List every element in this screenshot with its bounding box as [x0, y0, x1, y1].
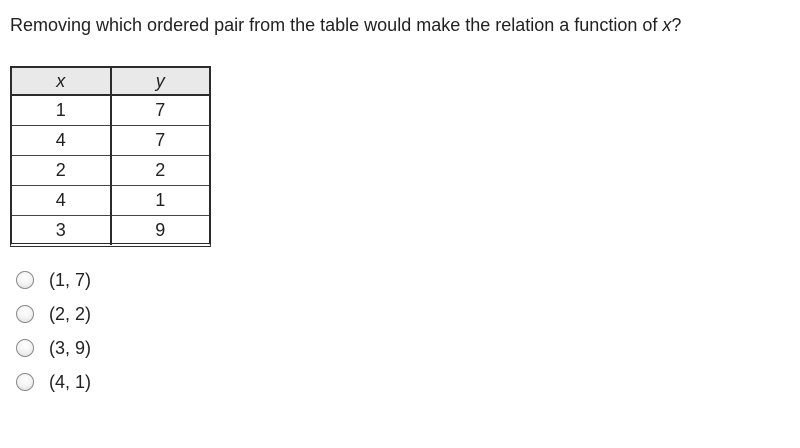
table-row: [12, 156, 209, 186]
column-header-y: y: [111, 68, 210, 95]
cell-y: 1: [111, 186, 210, 216]
question-text-main: Removing which ordered pair from the table would make the relation a function of: [10, 15, 663, 35]
radio-button[interactable]: [16, 271, 34, 289]
answer-choices: [16, 263, 91, 399]
cell-x: 3: [12, 216, 111, 246]
cell-y: 2: [111, 156, 210, 186]
answer-choice-1[interactable]: [16, 263, 91, 297]
cell-x: 4: [12, 126, 111, 156]
answer-choice-label[interactable]: (1, 7): [49, 270, 92, 290]
answer-choice-3[interactable]: [16, 331, 91, 365]
question-text-end: ?: [671, 15, 682, 35]
column-header-x: x: [12, 68, 111, 95]
answer-choice-label[interactable]: (3, 9): [49, 338, 92, 358]
answer-choice-label[interactable]: (4, 1): [49, 372, 92, 392]
relation-table: [12, 68, 209, 245]
table-row: [12, 126, 209, 156]
relation-table-container: [10, 66, 211, 247]
cell-y: 7: [111, 95, 210, 126]
answer-choice-4[interactable]: [16, 365, 91, 399]
answer-choice-label[interactable]: (2, 2): [49, 304, 92, 324]
table-row: [12, 95, 209, 126]
answer-choice-2[interactable]: [16, 297, 91, 331]
cell-x: 1: [12, 95, 111, 126]
cell-x: 2: [12, 156, 111, 186]
table-header-row: [12, 68, 209, 95]
cell-y: 9: [111, 216, 210, 246]
question-variable: x: [662, 15, 672, 35]
table-row: [12, 216, 209, 246]
radio-button[interactable]: [16, 305, 34, 323]
radio-button[interactable]: [16, 373, 34, 391]
table-row: [12, 186, 209, 216]
cell-x: 4: [12, 186, 111, 216]
radio-button[interactable]: [16, 339, 34, 357]
question-text: [10, 13, 681, 37]
cell-y: 7: [111, 126, 210, 156]
